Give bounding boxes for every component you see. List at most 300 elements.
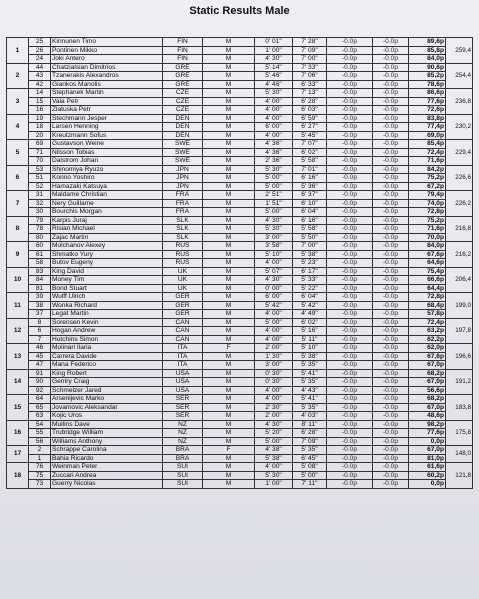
penalty-2: -0.0p (373, 191, 409, 200)
performance-time: 5' 22" (293, 284, 327, 293)
country-code: CZE (163, 106, 203, 115)
penalty-2: -0.0p (373, 420, 409, 429)
athlete-row (7, 63, 473, 72)
sex: M (203, 318, 255, 327)
athlete-name: Bond Stuart (51, 284, 163, 293)
performance-time: 5' 35" (293, 446, 327, 455)
performance-time: 6' 28" (293, 97, 327, 106)
athlete-name: Mullins Dave (51, 420, 163, 429)
announced-time: 6' 00" (255, 293, 293, 302)
country-code: FIN (163, 46, 203, 55)
penalty-1: -0.0p (327, 463, 373, 472)
athlete-name: Dalstrom Johan (51, 157, 163, 166)
athlete-row (7, 361, 473, 370)
sex: M (203, 216, 255, 225)
team-rank: 6 (7, 165, 29, 191)
penalty-1: -0.0p (327, 106, 373, 115)
country-code: SWE (163, 140, 203, 149)
announced-time: 0' 30" (255, 369, 293, 378)
country-code: FRA (163, 208, 203, 217)
team-total: 230,2 (446, 114, 473, 140)
athlete-name: Schrappe Carolina (51, 446, 163, 455)
athlete-row (7, 327, 473, 336)
country-code: SWE (163, 148, 203, 157)
sex: M (203, 80, 255, 89)
athlete-name: Weinman Peter (51, 463, 163, 472)
penalty-1: -0.0p (327, 259, 373, 268)
athlete-score: 89,6p (409, 38, 446, 47)
announced-time: 2' 30" (255, 403, 293, 412)
announced-time: 0' 00" (255, 284, 293, 293)
announced-time: 2' 51" (255, 191, 293, 200)
athlete-name: Nery Guillame (51, 199, 163, 208)
penalty-1: -0.0p (327, 97, 373, 106)
sex: M (203, 148, 255, 157)
bib-number: 78 (29, 225, 51, 234)
athlete-row (7, 80, 473, 89)
penalty-1: -0.0p (327, 80, 373, 89)
announced-time: 4' 00" (255, 310, 293, 319)
athlete-row (7, 352, 473, 361)
announced-time: 5' 14" (255, 63, 293, 72)
bib-number: 45 (29, 352, 51, 361)
penalty-2: -0.0p (373, 480, 409, 489)
performance-time: 6' 04" (293, 293, 327, 302)
country-code: DEN (163, 123, 203, 132)
bib-number: 37 (29, 310, 51, 319)
performance-time: 6' 16" (293, 216, 327, 225)
country-code: CZE (163, 97, 203, 106)
performance-time: 5' 58" (293, 225, 327, 234)
athlete-score: 77,6p (409, 97, 446, 106)
athlete-row (7, 114, 473, 123)
performance-time: 5' 35" (293, 361, 327, 370)
performance-time: 5' 11" (293, 335, 327, 344)
performance-time: 8' 11" (293, 420, 327, 429)
announced-time: 4' 00" (255, 106, 293, 115)
athlete-row (7, 233, 473, 242)
sex: M (203, 97, 255, 106)
announced-time: 4' 36" (255, 140, 293, 149)
athlete-score: 85,2p (409, 72, 446, 81)
penalty-2: -0.0p (373, 123, 409, 132)
penalty-1: -0.0p (327, 140, 373, 149)
sex: M (203, 395, 255, 404)
penalty-1: -0.0p (327, 335, 373, 344)
penalty-2: -0.0p (373, 301, 409, 310)
penalty-2: -0.0p (373, 225, 409, 234)
penalty-1: -0.0p (327, 301, 373, 310)
country-code: ITA (163, 361, 203, 370)
team-rank: 18 (7, 463, 29, 489)
country-code: SLK (163, 225, 203, 234)
athlete-score: 68,2p (409, 395, 446, 404)
penalty-2: -0.0p (373, 72, 409, 81)
sex: M (203, 310, 255, 319)
athlete-score: 68,4p (409, 301, 446, 310)
penalty-1: -0.0p (327, 182, 373, 191)
performance-time: 5' 58" (293, 157, 327, 166)
bib-number: 39 (29, 293, 51, 302)
announced-time: 4' 00" (255, 395, 293, 404)
athlete-score: 63,2p (409, 327, 446, 336)
sex: M (203, 233, 255, 242)
sex: M (203, 72, 255, 81)
athlete-score: 71,6p (409, 225, 446, 234)
sex: M (203, 386, 255, 395)
country-code: RUS (163, 250, 203, 259)
penalty-1: -0.0p (327, 310, 373, 319)
penalty-2: -0.0p (373, 318, 409, 327)
athlete-name: King David (51, 267, 163, 276)
sex: M (203, 46, 255, 55)
bib-number: 20 (29, 131, 51, 140)
athlete-row (7, 140, 473, 149)
bib-number: 25 (29, 38, 51, 47)
bib-number: 70 (29, 157, 51, 166)
team-rank: 17 (7, 446, 29, 463)
country-code: FIN (163, 38, 203, 47)
athlete-score: 71,6p (409, 157, 446, 166)
athlete-row (7, 437, 473, 446)
penalty-2: -0.0p (373, 80, 409, 89)
penalty-1: -0.0p (327, 123, 373, 132)
penalty-1: -0.0p (327, 55, 373, 64)
athlete-name: Kreutzmann Sofus (51, 131, 163, 140)
athlete-row (7, 250, 473, 259)
country-code: SUI (163, 471, 203, 480)
penalty-1: -0.0p (327, 165, 373, 174)
athlete-score: 60,2p (409, 471, 446, 480)
athlete-row (7, 148, 473, 157)
bib-number: 44 (29, 63, 51, 72)
performance-time: 6' 59" (293, 114, 327, 123)
athlete-name: Hogan Andrew (51, 327, 163, 336)
performance-time: 5' 41" (293, 395, 327, 404)
athlete-score: 67,6p (409, 250, 446, 259)
performance-time: 4' 43" (293, 386, 327, 395)
announced-time: 1' 30" (255, 352, 293, 361)
announced-time: 4' 30" (255, 55, 293, 64)
sex: F (203, 446, 255, 455)
athlete-row (7, 55, 473, 64)
athlete-score: 0,0p (409, 480, 446, 489)
penalty-1: -0.0p (327, 429, 373, 438)
penalty-2: -0.0p (373, 182, 409, 191)
performance-time: 6' 02" (293, 318, 327, 327)
athlete-score: 84,0p (409, 55, 446, 64)
sex: M (203, 106, 255, 115)
penalty-1: -0.0p (327, 267, 373, 276)
country-code: SUI (163, 463, 203, 472)
athlete-name: Stephanek Martin (51, 89, 163, 98)
athlete-row (7, 267, 473, 276)
sex: M (203, 293, 255, 302)
bib-number: 84 (29, 276, 51, 285)
sex: M (203, 131, 255, 140)
penalty-1: -0.0p (327, 361, 373, 370)
sex: M (203, 250, 255, 259)
announced-time: 4' 30" (255, 276, 293, 285)
sex: M (203, 429, 255, 438)
athlete-name: Bourchis Morgan (51, 208, 163, 217)
penalty-1: -0.0p (327, 114, 373, 123)
country-code: JPN (163, 174, 203, 183)
team-total: 183,8 (446, 395, 473, 421)
sex: M (203, 437, 255, 446)
penalty-1: -0.0p (327, 191, 373, 200)
sex: M (203, 191, 255, 200)
country-code: SLK (163, 216, 203, 225)
performance-time: 7' 28" (293, 38, 327, 47)
country-code: GRE (163, 63, 203, 72)
performance-time: 5' 38" (293, 352, 327, 361)
announced-time: 4' 36" (255, 148, 293, 157)
announced-time: 5' 20" (255, 429, 293, 438)
athlete-score: 56,6p (409, 386, 446, 395)
bib-number: 14 (29, 89, 51, 98)
country-code: FRA (163, 199, 203, 208)
announced-time: 4' 00" (255, 131, 293, 140)
penalty-1: -0.0p (327, 437, 373, 446)
team-rank: 10 (7, 267, 29, 293)
sex: M (203, 276, 255, 285)
team-rank: 12 (7, 318, 29, 344)
athlete-score: 84,2p (409, 165, 446, 174)
country-code: GRE (163, 72, 203, 81)
country-code: UK (163, 267, 203, 276)
athlete-row (7, 293, 473, 302)
announced-time: 5' 10" (255, 250, 293, 259)
athlete-score: 72,8p (409, 208, 446, 217)
athlete-row (7, 165, 473, 174)
athlete-score: 72,4p (409, 318, 446, 327)
announced-time: 4' 00" (255, 335, 293, 344)
athlete-score: 72,8p (409, 293, 446, 302)
sex: M (203, 454, 255, 463)
sex: F (203, 344, 255, 353)
athlete-name: Guerry Nicolas (51, 480, 163, 489)
athlete-name: Pontinen Mikko (51, 46, 163, 55)
athlete-name: Bahia Ricardo (51, 454, 163, 463)
bib-number: 7 (29, 335, 51, 344)
sex: M (203, 208, 255, 217)
athlete-name: Sorensen Kevin (51, 318, 163, 327)
athlete-row (7, 412, 473, 421)
performance-time: 5' 41" (293, 369, 327, 378)
bib-number: 90 (29, 378, 51, 387)
performance-time: 4' 03" (293, 412, 327, 421)
penalty-2: -0.0p (373, 131, 409, 140)
country-code: RUS (163, 259, 203, 268)
performance-time: 5' 45" (293, 131, 327, 140)
penalty-2: -0.0p (373, 463, 409, 472)
country-code: SER (163, 412, 203, 421)
team-total: 121,8 (446, 463, 473, 489)
penalty-1: -0.0p (327, 199, 373, 208)
athlete-name: Mana Federico (51, 361, 163, 370)
athlete-name: Nilsson Tobias (51, 148, 163, 157)
performance-time: 5' 33" (293, 276, 327, 285)
team-total: 259,4 (446, 38, 473, 64)
penalty-1: -0.0p (327, 318, 373, 327)
performance-time: 4' 49" (293, 310, 327, 319)
athlete-name: Karpis Juraj (51, 216, 163, 225)
penalty-1: -0.0p (327, 216, 373, 225)
penalty-2: -0.0p (373, 412, 409, 421)
announced-time: 6' 00" (255, 123, 293, 132)
penalty-2: -0.0p (373, 157, 409, 166)
penalty-2: -0.0p (373, 352, 409, 361)
country-code: NZ (163, 420, 203, 429)
athlete-name: Risian Michael (51, 225, 163, 234)
team-total: 236,8 (446, 89, 473, 115)
athlete-name: Wonka Richard (51, 301, 163, 310)
penalty-2: -0.0p (373, 63, 409, 72)
bib-number: 61 (29, 250, 51, 259)
bib-number: 24 (29, 55, 51, 64)
announced-time: 5' 00" (255, 437, 293, 446)
athlete-name: Zuccari Andrea (51, 471, 163, 480)
athlete-row (7, 38, 473, 47)
team-total: 206,4 (446, 267, 473, 293)
team-rank: 9 (7, 242, 29, 268)
athlete-name: Hutchins Simon (51, 335, 163, 344)
athlete-row (7, 369, 473, 378)
athlete-row (7, 131, 473, 140)
bib-number: 63 (29, 412, 51, 421)
bib-number: 42 (29, 80, 51, 89)
results-body (7, 38, 473, 489)
athlete-row (7, 242, 473, 251)
team-total: 196,6 (446, 344, 473, 370)
athlete-score: 61,6p (409, 463, 446, 472)
bib-number: 80 (29, 233, 51, 242)
announced-time: 5' 00" (255, 318, 293, 327)
performance-time: 6' 04" (293, 208, 327, 217)
announced-time: 2' 00" (255, 344, 293, 353)
penalty-1: -0.0p (327, 208, 373, 217)
performance-time: 5' 23" (293, 259, 327, 268)
announced-time: 1' 00" (255, 480, 293, 489)
bib-number: 79 (29, 216, 51, 225)
penalty-2: -0.0p (373, 369, 409, 378)
penalty-2: -0.0p (373, 437, 409, 446)
sex: M (203, 301, 255, 310)
athlete-score: 81,0p (409, 454, 446, 463)
sex: M (203, 114, 255, 123)
athlete-name: Konno Yoshiro (51, 174, 163, 183)
penalty-2: -0.0p (373, 174, 409, 183)
country-code: FRA (163, 191, 203, 200)
penalty-1: -0.0p (327, 344, 373, 353)
athlete-row (7, 344, 473, 353)
announced-time: 4' 30" (255, 216, 293, 225)
performance-time: 7' 09" (293, 437, 327, 446)
penalty-2: -0.0p (373, 327, 409, 336)
penalty-1: -0.0p (327, 480, 373, 489)
penalty-1: -0.0p (327, 38, 373, 47)
country-code: USA (163, 386, 203, 395)
announced-time: 4' 00" (255, 259, 293, 268)
performance-time: 5' 36" (293, 182, 327, 191)
country-code: USA (163, 378, 203, 387)
page-title: Static Results Male (189, 5, 290, 17)
sex: M (203, 165, 255, 174)
performance-time: 6' 16" (293, 174, 327, 183)
penalty-1: -0.0p (327, 131, 373, 140)
penalty-2: -0.0p (373, 284, 409, 293)
sex: M (203, 199, 255, 208)
athlete-score: 64,6p (409, 259, 446, 268)
athlete-name: Shinomiya Ryuzo (51, 165, 163, 174)
country-code: GER (163, 293, 203, 302)
country-code: SLK (163, 233, 203, 242)
team-total: 191,2 (446, 369, 473, 395)
penalty-1: -0.0p (327, 148, 373, 157)
bib-number: 15 (29, 97, 51, 106)
announced-time: 5' 30" (255, 89, 293, 98)
performance-time: 6' 03" (293, 106, 327, 115)
athlete-score: 67,2p (409, 182, 446, 191)
performance-time: 5' 35" (293, 403, 327, 412)
penalty-2: -0.0p (373, 46, 409, 55)
penalty-2: -0.0p (373, 276, 409, 285)
athlete-score: 62,2p (409, 335, 446, 344)
country-code: GER (163, 310, 203, 319)
sex: M (203, 259, 255, 268)
penalty-1: -0.0p (327, 352, 373, 361)
athlete-score: 77,4p (409, 123, 446, 132)
sex: M (203, 123, 255, 132)
athlete-score: 68,2p (409, 369, 446, 378)
penalty-2: -0.0p (373, 38, 409, 47)
announced-time: 0' 30" (255, 378, 293, 387)
sex: M (203, 471, 255, 480)
announced-time: 5' 00" (255, 174, 293, 183)
athlete-name: Chatzialsian Dimitrios (51, 63, 163, 72)
athlete-row (7, 454, 473, 463)
sex: M (203, 327, 255, 336)
sex: M (203, 157, 255, 166)
athlete-score: 75,4p (409, 267, 446, 276)
performance-time: 5' 50" (293, 233, 327, 242)
penalty-2: -0.0p (373, 208, 409, 217)
country-code: BRA (163, 454, 203, 463)
athlete-row (7, 174, 473, 183)
performance-time: 7' 13" (293, 89, 327, 98)
country-code: SUI (163, 480, 203, 489)
announced-time: 0' 01" (255, 38, 293, 47)
announced-time: 5' 30" (255, 471, 293, 480)
athlete-name: Molinari Ilaria (51, 344, 163, 353)
athlete-row (7, 463, 473, 472)
announced-time: 5' 30" (255, 225, 293, 234)
team-rank: 14 (7, 369, 29, 395)
bib-number: 6 (29, 327, 51, 336)
athlete-row (7, 259, 473, 268)
country-code: JPN (163, 165, 203, 174)
country-code: GRE (163, 80, 203, 89)
penalty-1: -0.0p (327, 446, 373, 455)
athlete-row (7, 284, 473, 293)
athlete-row (7, 208, 473, 217)
team-total: 229,4 (446, 140, 473, 166)
athlete-score: 79,4p (409, 191, 446, 200)
announced-time: 4' 00" (255, 386, 293, 395)
athlete-row (7, 182, 473, 191)
penalty-1: -0.0p (327, 471, 373, 480)
